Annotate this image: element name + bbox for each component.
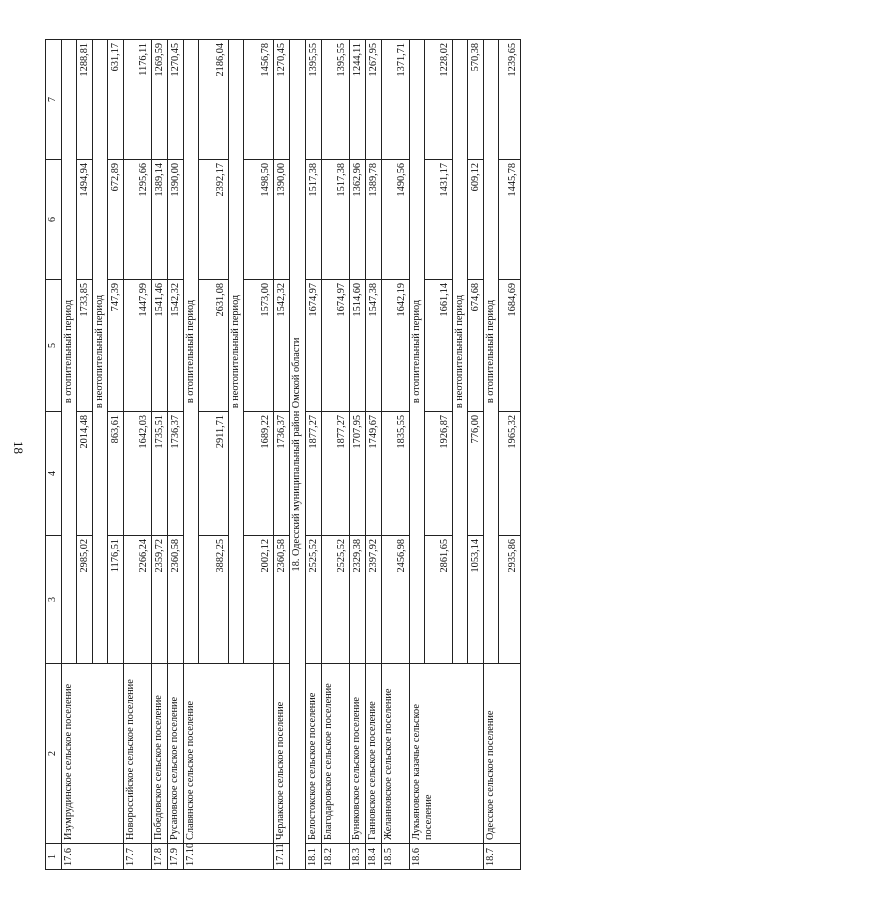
value-cell: 1498,50 bbox=[244, 160, 274, 280]
value-cell: 1395,55 bbox=[322, 40, 350, 160]
settlement-name: Изумрудинское сельское поселение bbox=[62, 664, 124, 844]
value-cell: 609,12 bbox=[468, 160, 484, 280]
settlement-name: Черлакское сельское поселение bbox=[274, 664, 290, 844]
value-cell: 1431,17 bbox=[425, 160, 453, 280]
row-number: 17.9 bbox=[168, 844, 184, 870]
value-cell: 1674,97 bbox=[306, 280, 322, 412]
value-cell: 2525,52 bbox=[322, 536, 350, 664]
value-cell: 1371,71 bbox=[382, 40, 410, 160]
value-cell: 672,89 bbox=[108, 160, 124, 280]
value-cell: 2360,58 bbox=[274, 536, 290, 664]
header-cell: 2 bbox=[46, 664, 62, 844]
value-cell: 1389,14 bbox=[152, 160, 168, 280]
value-cell: 1736,37 bbox=[274, 412, 290, 536]
header-cell: 1 bbox=[46, 844, 62, 870]
value-cell: 2186,04 bbox=[199, 40, 229, 160]
value-cell: 2985,02 bbox=[77, 536, 93, 664]
value-cell: 2861,65 bbox=[425, 536, 453, 664]
value-cell: 1270,45 bbox=[274, 40, 290, 160]
value-cell: 1965,32 bbox=[499, 412, 521, 536]
value-cell: 1573,00 bbox=[244, 280, 274, 412]
value-cell: 2911,71 bbox=[199, 412, 229, 536]
table-row bbox=[290, 40, 306, 870]
row-number: 18.4 bbox=[366, 844, 382, 870]
row-number: 17.11 bbox=[274, 844, 290, 870]
value-cell: 631,17 bbox=[108, 40, 124, 160]
settlement-name: Белостокское сельское поселение bbox=[306, 664, 322, 844]
table-row bbox=[410, 40, 425, 870]
value-cell: 2525,52 bbox=[306, 536, 322, 664]
value-cell: 1288,81 bbox=[77, 40, 93, 160]
value-cell: 863,61 bbox=[108, 412, 124, 536]
tariff-table bbox=[45, 39, 521, 870]
row-number: 18.3 bbox=[350, 844, 366, 870]
settlement-name: Буняковское сельское поселение bbox=[350, 664, 366, 844]
row-number: 18.5 bbox=[382, 844, 410, 870]
value-cell: 1877,27 bbox=[306, 412, 322, 536]
value-cell: 1689,22 bbox=[244, 412, 274, 536]
value-cell: 1176,51 bbox=[108, 536, 124, 664]
table-row bbox=[306, 40, 322, 870]
value-cell: 1295,66 bbox=[124, 160, 152, 280]
value-cell: 1456,78 bbox=[244, 40, 274, 160]
period-label: в отопительный период bbox=[410, 40, 425, 664]
value-cell: 1389,78 bbox=[366, 160, 382, 280]
value-cell: 1445,78 bbox=[499, 160, 521, 280]
row-number: 18.1 bbox=[306, 844, 322, 870]
value-cell: 1684,69 bbox=[499, 280, 521, 412]
value-cell: 2392,17 bbox=[199, 160, 229, 280]
value-cell: 2002,12 bbox=[244, 536, 274, 664]
table-row bbox=[152, 40, 168, 870]
value-cell: 1390,00 bbox=[274, 160, 290, 280]
table-row bbox=[62, 40, 77, 870]
value-cell: 2631,08 bbox=[199, 280, 229, 412]
value-cell: 1674,97 bbox=[322, 280, 350, 412]
value-cell: 1547,38 bbox=[366, 280, 382, 412]
table-row bbox=[184, 40, 199, 870]
period-label: в отопительный период bbox=[184, 40, 199, 664]
value-cell: 1176,11 bbox=[124, 40, 152, 160]
value-cell: 570,38 bbox=[468, 40, 484, 160]
settlement-name: Новороссийское сельское поселение bbox=[124, 664, 152, 844]
settlement-name: Благодаровское сельское поселение bbox=[322, 664, 350, 844]
table-row bbox=[382, 40, 410, 870]
header-cell: 5 bbox=[46, 280, 62, 412]
value-cell: 1395,55 bbox=[306, 40, 322, 160]
value-cell: 1926,87 bbox=[425, 412, 453, 536]
value-cell: 1707,95 bbox=[350, 412, 366, 536]
page-number: 18 bbox=[11, 441, 26, 454]
value-cell: 1269,59 bbox=[152, 40, 168, 160]
value-cell: 1642,19 bbox=[382, 280, 410, 412]
header-cell: 7 bbox=[46, 40, 62, 160]
settlement-name: Желанновское сельское поселение bbox=[382, 664, 410, 844]
header-cell: 3 bbox=[46, 536, 62, 664]
table-row bbox=[274, 40, 290, 870]
table-row bbox=[484, 40, 499, 870]
value-cell: 1239,65 bbox=[499, 40, 521, 160]
value-cell: 747,39 bbox=[108, 280, 124, 412]
value-cell: 2329,38 bbox=[350, 536, 366, 664]
value-cell: 2397,92 bbox=[366, 536, 382, 664]
settlement-name: Одесское сельское поселение bbox=[484, 664, 521, 844]
value-cell: 1494,94 bbox=[77, 160, 93, 280]
value-cell: 2935,86 bbox=[499, 536, 521, 664]
value-cell: 1244,11 bbox=[350, 40, 366, 160]
value-cell: 1542,32 bbox=[274, 280, 290, 412]
value-cell: 1541,46 bbox=[152, 280, 168, 412]
value-cell: 1053,14 bbox=[468, 536, 484, 664]
value-cell: 2456,98 bbox=[382, 536, 410, 664]
value-cell: 1749,67 bbox=[366, 412, 382, 536]
value-cell: 1542,32 bbox=[168, 280, 184, 412]
value-cell: 2360,58 bbox=[168, 536, 184, 664]
value-cell: 1517,38 bbox=[306, 160, 322, 280]
value-cell: 1835,55 bbox=[382, 412, 410, 536]
period-label: в неотопительный период bbox=[229, 40, 244, 664]
value-cell: 1390,00 bbox=[168, 160, 184, 280]
value-cell: 1447,99 bbox=[124, 280, 152, 412]
row-number: 17.8 bbox=[152, 844, 168, 870]
period-label: в неотопительный период bbox=[93, 40, 108, 664]
value-cell: 1733,85 bbox=[77, 280, 93, 412]
row-number: 18.6 bbox=[410, 844, 484, 870]
value-cell: 1267,95 bbox=[366, 40, 382, 160]
row-number: 17.6 bbox=[62, 844, 124, 870]
settlement-name: Русановское сельское поселение bbox=[168, 664, 184, 844]
value-cell: 776,00 bbox=[468, 412, 484, 536]
row-number: 18.2 bbox=[322, 844, 350, 870]
row-number: 17.7 bbox=[124, 844, 152, 870]
value-cell: 1514,60 bbox=[350, 280, 366, 412]
value-cell: 1228,02 bbox=[425, 40, 453, 160]
row-number: 18.7 bbox=[484, 844, 521, 870]
value-cell: 1362,96 bbox=[350, 160, 366, 280]
value-cell: 1736,37 bbox=[168, 412, 184, 536]
period-label: в отопительный период bbox=[62, 40, 77, 664]
value-cell: 1517,38 bbox=[322, 160, 350, 280]
value-cell: 674,68 bbox=[468, 280, 484, 412]
value-cell: 3882,25 bbox=[199, 536, 229, 664]
period-label: в неотопительный период bbox=[453, 40, 468, 664]
value-cell: 1490,56 bbox=[382, 160, 410, 280]
settlement-name: Ганновское сельское поселение bbox=[366, 664, 382, 844]
settlement-name: Победовское сельское поселение bbox=[152, 664, 168, 844]
table-row bbox=[168, 40, 184, 870]
value-cell: 1642,03 bbox=[124, 412, 152, 536]
value-cell: 1877,27 bbox=[322, 412, 350, 536]
value-cell: 1661,14 bbox=[425, 280, 453, 412]
table-row bbox=[322, 40, 350, 870]
rotated-table-page bbox=[45, 43, 875, 870]
header-cell: 4 bbox=[46, 412, 62, 536]
table-row bbox=[124, 40, 152, 870]
header-cell: 6 bbox=[46, 160, 62, 280]
value-cell: 2266,24 bbox=[124, 536, 152, 664]
section-title: 18. Одесский муниципальный район Омской области bbox=[290, 40, 306, 870]
settlement-name: Славянское сельское поселение bbox=[184, 664, 274, 844]
settlement-name: Лукьяновское казачье сельское поселение bbox=[410, 664, 484, 844]
row-number: 17.10 bbox=[184, 844, 274, 870]
table-row bbox=[366, 40, 382, 870]
value-cell: 2014,48 bbox=[77, 412, 93, 536]
table-header-row bbox=[46, 40, 62, 870]
table-row bbox=[350, 40, 366, 870]
period-label: в отопительный период bbox=[484, 40, 499, 664]
value-cell: 1270,45 bbox=[168, 40, 184, 160]
value-cell: 1735,51 bbox=[152, 412, 168, 536]
value-cell: 2359,72 bbox=[152, 536, 168, 664]
